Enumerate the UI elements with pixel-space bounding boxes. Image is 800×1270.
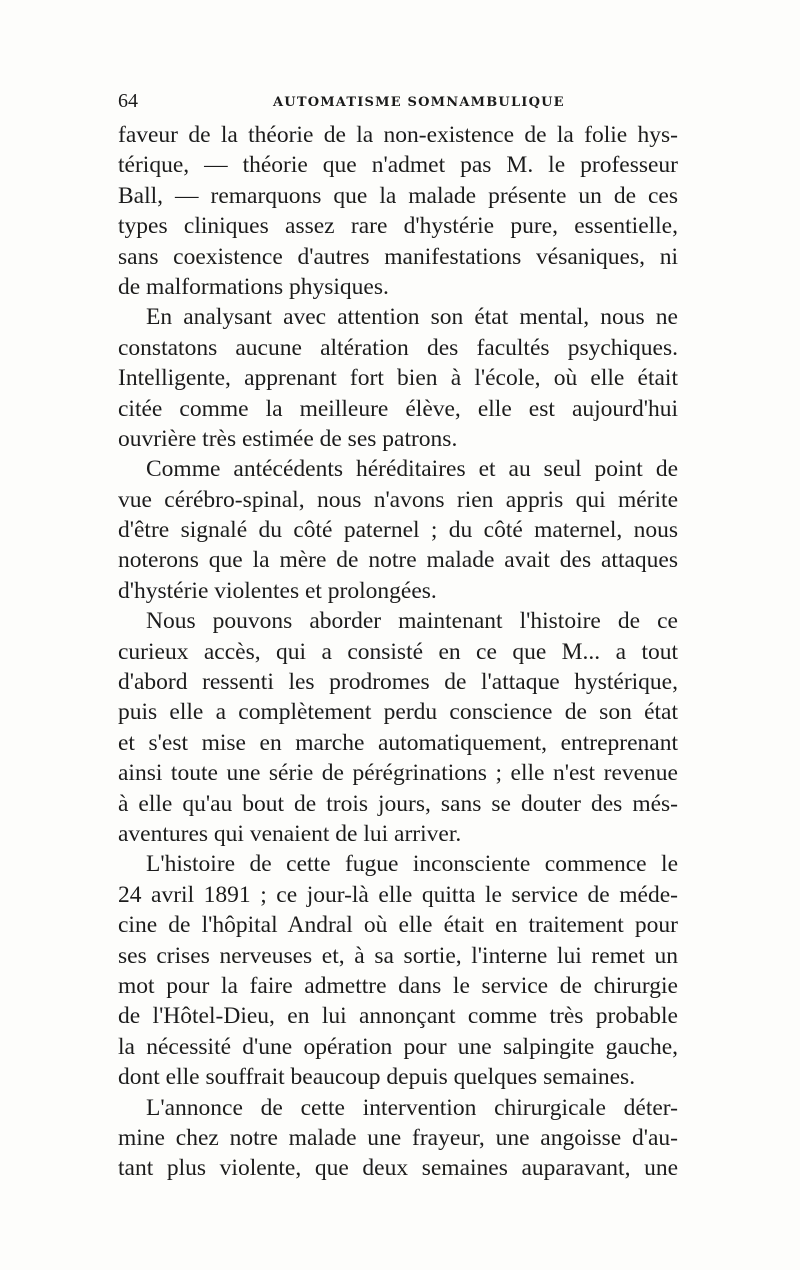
text-line: mot pour la faire admettre dans le service de chirurgie [118, 972, 678, 999]
text-line: L'annonce de cette intervention chirurgicale déter- [146, 1094, 678, 1121]
text-line: d'être signalé du côté paternel ; du côté maternel, nous [118, 517, 678, 544]
text-line: noterons que la mère de notre malade avait des attaques [118, 547, 678, 574]
page-number: 64 [118, 90, 138, 112]
text-line: puis elle a complètement perdu conscience de son état [118, 699, 678, 726]
text-line: et s'est mise en marche automatiquement, entreprenant [118, 729, 678, 756]
text-line: à elle qu'au bout de trois jours, sans se douter des més- [118, 790, 678, 817]
text-line: En analysant avec attention son état mental, nous ne [146, 304, 678, 331]
page-header [118, 90, 678, 114]
text-line: curieux accès, qui a consisté en ce que M... a tout [118, 638, 678, 665]
text-line: de malformations physiques. [118, 273, 389, 300]
text-line: aventures qui venaient de lui arriver. [118, 820, 462, 847]
text-line: 24 avril 1891 ; ce jour-là elle quitta le service de méde- [118, 881, 678, 908]
text-line: d'hystérie violentes et prolongées. [118, 577, 437, 604]
body-text [118, 120, 678, 1184]
text-line: de l'Hôtel-Dieu, en lui annonçant comme très probable [118, 1003, 678, 1030]
text-line: constatons aucune altération des facultés psychiques. [118, 334, 678, 361]
running-head: AUTOMATISME SOMNAMBULIQUE [273, 95, 565, 110]
text-line: Intelligente, apprenant fort bien à l'école, où elle était [118, 365, 678, 392]
text-line: Comme antécédents héréditaires et au seul point de [146, 456, 678, 483]
text-line: citée comme la meilleure élève, elle est aujourd'hui [118, 395, 678, 422]
text-line: la nécessité d'une opération pour une salpingite gauche, [118, 1033, 678, 1060]
text-line: térique, — théorie que n'admet pas M. le professeur [118, 152, 678, 179]
text-line: vue cérébro-spinal, nous n'avons rien appris qui mérite [118, 486, 678, 513]
text-line: Ball, — remarquons que la malade présente un de ces [118, 182, 678, 209]
text-line: cine de l'hôpital Andral où elle était en traitement pour [118, 912, 678, 939]
text-line: mine chez notre malade une frayeur, une angoisse d'au- [118, 1124, 678, 1151]
text-line: ses crises nerveuses et, à sa sortie, l'interne lui remet un [118, 942, 678, 969]
text-line: ouvrière très estimée de ses patrons. [118, 425, 458, 452]
text-line: d'abord ressenti les prodromes de l'attaque hystérique, [118, 669, 678, 696]
text-line: ainsi toute une série de pérégrinations ; elle n'est revenue [118, 760, 678, 787]
text-line: faveur de la théorie de la non-existence de la folie hys- [118, 122, 678, 148]
text-line: Nous pouvons aborder maintenant l'histoire de ce [146, 608, 678, 635]
text-line: L'histoire de cette fugue inconsciente commence le [146, 851, 678, 878]
text-line: sans coexistence d'autres manifestations vésaniques, ni [118, 243, 678, 270]
text-line: types cliniques assez rare d'hystérie pure, essentielle, [118, 213, 678, 240]
text-line: dont elle souffrait beaucoup depuis quelques semaines. [118, 1064, 636, 1091]
text-line: tant plus violente, que deux semaines auparavant, une [118, 1155, 678, 1182]
